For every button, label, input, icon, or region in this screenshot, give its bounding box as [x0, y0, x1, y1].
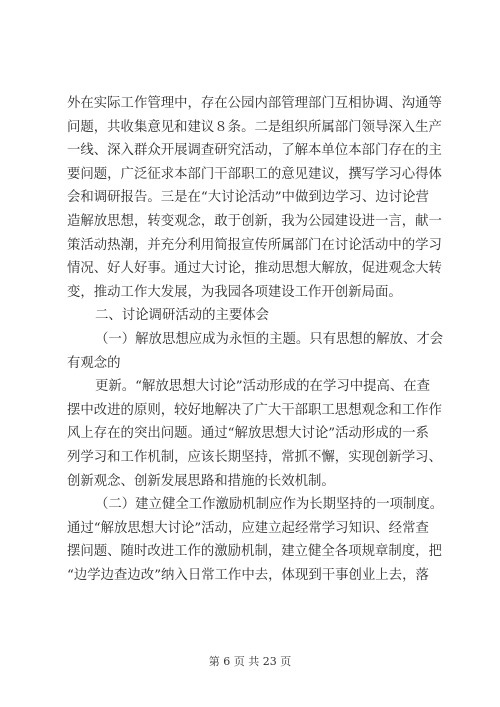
- text-line: “边学边查边改”纳入日常工作中去，体现到干事创业上去，落: [67, 567, 429, 583]
- text-line: 通过“解放思想大讨论”活动，应建立起经常学习知识、经常查: [67, 520, 429, 536]
- text-line: 造解放思想，转变观念，敢于创新，我为公园建设进一言，献一: [67, 213, 442, 229]
- text-line: 一线、深入群众开展调查研究活动，了解本单位本部门存在的主: [67, 143, 442, 159]
- page-footer: [0, 653, 500, 669]
- subsection-heading: （一）解放思想应成为永恒的主题。只有思想的解放、才会: [95, 331, 444, 347]
- text-line: 列学习和工作机制，应该长期坚持，常抓不懈，实现创新学习、: [67, 449, 442, 465]
- subsection-heading: （二）建立健全工作激励机制应作为长期坚持的一项制度。: [95, 497, 444, 513]
- text-line: 风上存在的突出问题。通过“解放思想大讨论”活动形成的一系: [67, 426, 429, 442]
- text-line: 更新。“解放思想大讨论”活动形成的在学习中提高、在查: [95, 379, 431, 395]
- text-line: 问题，共收集意见和建议８条。二是组织所属部门领导深入生产: [67, 119, 442, 135]
- text-line: 外在实际工作管理中，存在公园内部管理部门互相协调、沟通等: [67, 96, 442, 111]
- text-line: 情况、好人好事。通过大讨论，推动思想大解放，促进观念大转: [67, 261, 442, 277]
- text-line: 有观念的: [67, 355, 121, 371]
- text-line: 策活动热潮，并充分利用简报宣传所属部门在讨论活动中的学习: [67, 237, 442, 253]
- text-line: 摆问题、随时改进工作的激励机制，建立健全各项规章制度，把: [67, 544, 442, 560]
- body-text: [67, 92, 445, 587]
- page-number: 第 6 页 共 23 页: [208, 655, 292, 668]
- text-line: 要问题，广泛征求本部门干部职工的意见建议，撰写学习心得体: [67, 166, 442, 182]
- section-heading: 二、讨论调研活动的主要体会: [95, 308, 270, 324]
- text-line: 变，推动工作大发展，为我园各项建设工作开创新局面。: [67, 284, 402, 300]
- text-line: 会和调研报告。三是在“大讨论活动”中做到边学习、边讨论营: [67, 190, 429, 206]
- text-line: 摆中改进的原则，较好地解决了广大干部职工思想观念和工作作: [67, 402, 442, 418]
- text-line: 创新观念、创新发展思路和措施的长效机制。: [67, 473, 335, 489]
